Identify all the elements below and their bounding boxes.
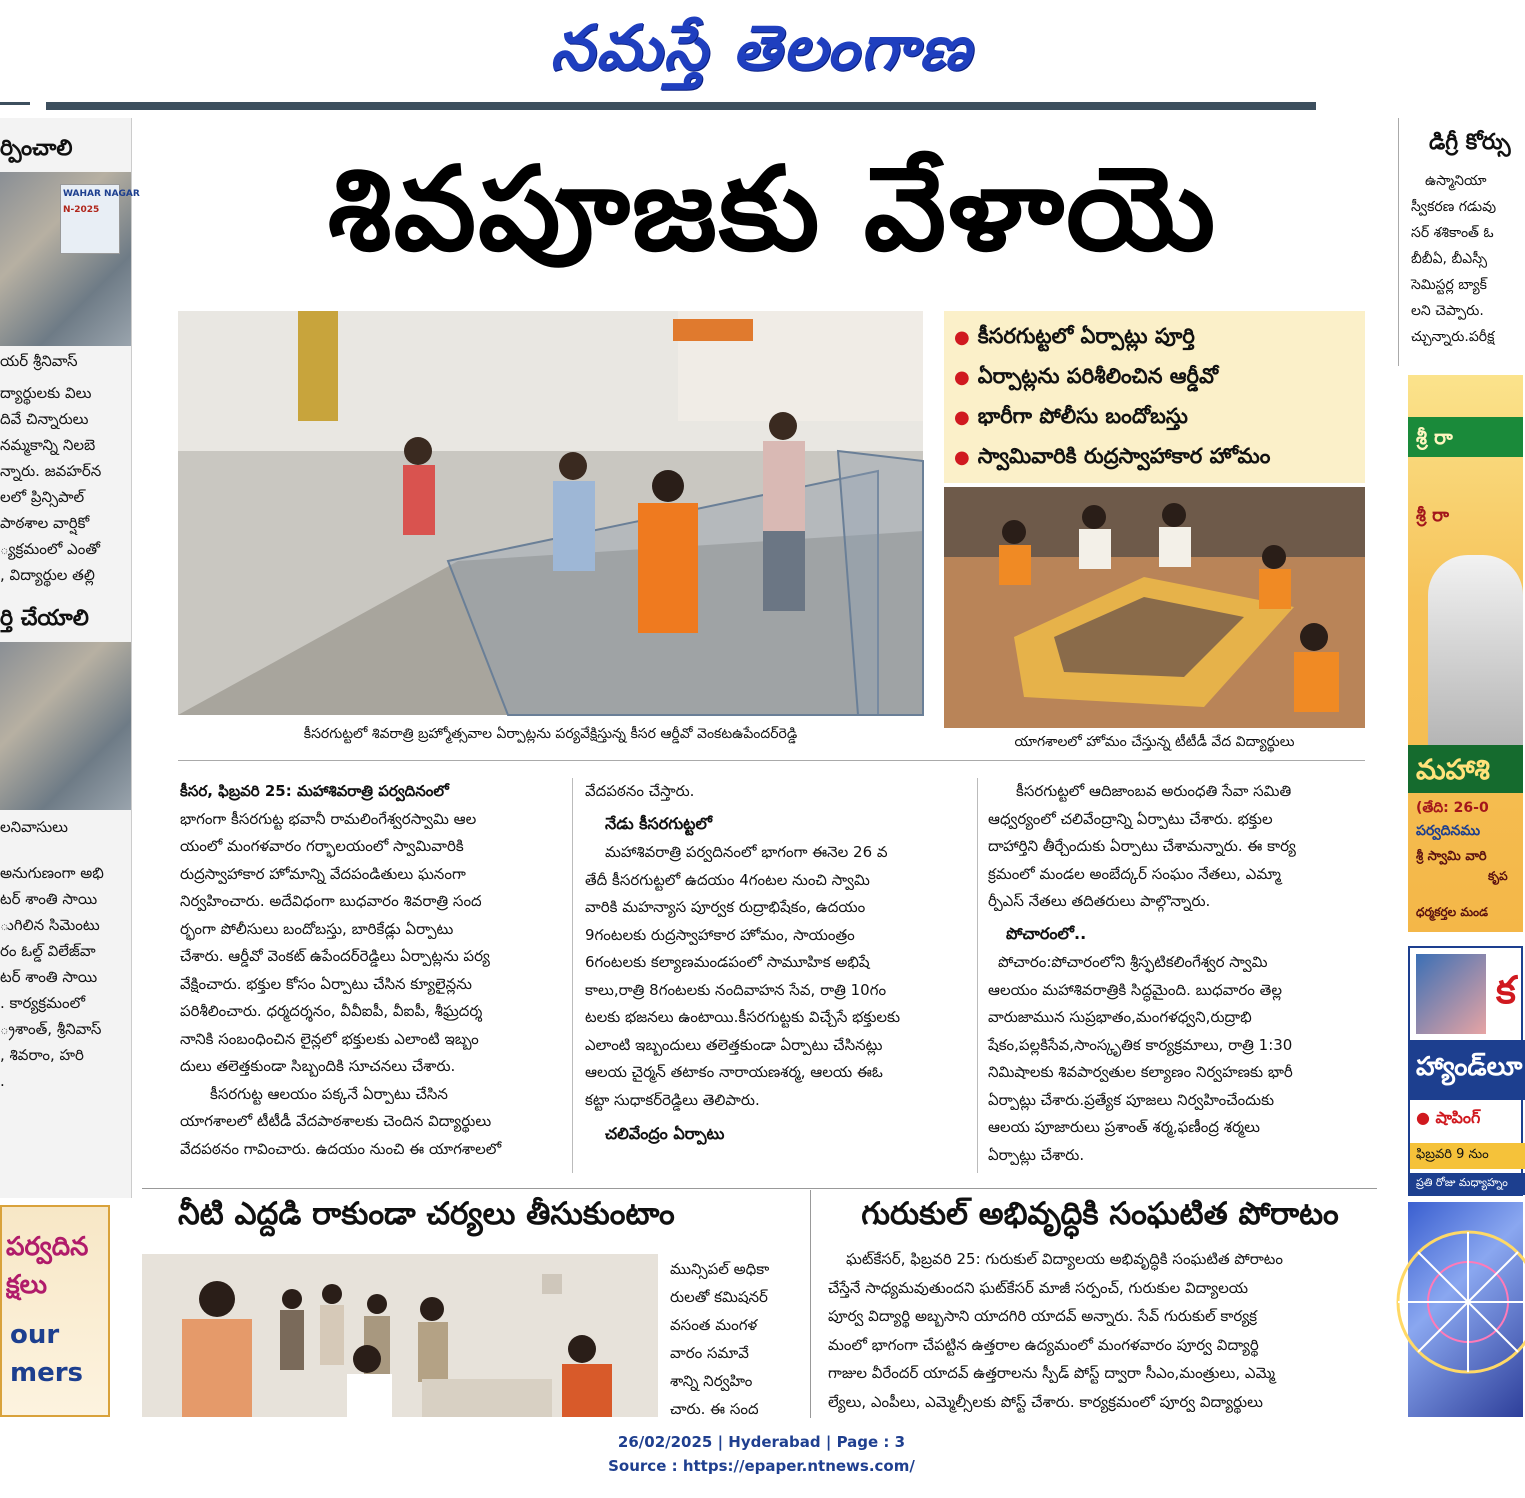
side-photo-homam bbox=[944, 487, 1365, 728]
text-line: ుగిలిన సిమెంటు bbox=[0, 916, 100, 934]
text-line: ఉస్మానియా bbox=[1425, 173, 1487, 189]
text-line: క్రమంలో మండల అంబేద్కర్ సంఘం నేతలు, ఎమ్మా bbox=[988, 864, 1281, 883]
text-line: ఘట్‌కేసర్, ఫిబ్రవరి 25: గురుకుల్ విద్యాలయ అభివృద్ధికి సంఘటిత పోరాటం bbox=[846, 1250, 1283, 1268]
text-line: వారుజామున సుప్రభాతం,మంగళధ్వని,రుద్రాభి bbox=[988, 1008, 1252, 1026]
text-line: అనుగుణంగా అభి bbox=[0, 864, 104, 882]
text-line: పోచారం:పోచారంలోని శ్రీస్ఫటికలింగేశ్వర స్వామి bbox=[998, 953, 1268, 971]
ad-temple-image bbox=[1428, 555, 1523, 745]
text-line: కీసరగుట్టలో ఆదిజాంబవ అరుంధతి సేవా సమితి bbox=[1016, 782, 1292, 800]
text-line: బీబీఏ, బీఎస్సీ bbox=[1411, 251, 1488, 267]
ad2-text-1: క bbox=[1496, 968, 1516, 1012]
main-photo-illustration bbox=[178, 311, 923, 715]
article-column-1 bbox=[180, 778, 560, 1163]
text-line: టలకు భజనలు ఉంటాయి.కీసరగుట్టకు విచ్చేసే భక్తులకు bbox=[585, 1008, 901, 1026]
masthead-rule-left bbox=[0, 102, 30, 105]
column-rule bbox=[572, 778, 573, 1173]
ad-text-8: ధర్మకర్తల మండ bbox=[1416, 905, 1488, 919]
banner-text-2: N-2025 bbox=[63, 205, 100, 215]
text-line: ఏర్పాట్లు చేశారు.ప్రత్యేక పూజలు నిర్వహించేందుకు bbox=[988, 1090, 1275, 1109]
text-line: ్యక్రమంలో ఎంతో bbox=[0, 540, 100, 558]
text-line: ఆలయ చైర్మన్ తటాకం నారాయణశర్మ, ఆలయ ఈఓ bbox=[585, 1063, 883, 1081]
text-line: న్నారు. జవహర్‌న bbox=[0, 462, 102, 480]
column-rule bbox=[977, 778, 978, 1173]
ad-text-6: శ్రీ స్వామి వారి bbox=[1416, 849, 1487, 864]
page-footer bbox=[0, 1430, 1523, 1478]
text-line: దాహార్తిని తీర్చేందుకు ఏర్పాటు చేశామన్నారు. ఈ కార్య bbox=[988, 837, 1296, 855]
right-article-text bbox=[1411, 168, 1523, 350]
text-line: సర్ శశికాంత్ ఓ bbox=[1411, 225, 1494, 241]
text-line: చ్చున్నారు.పరీక్ష bbox=[1411, 329, 1495, 345]
left-column bbox=[0, 118, 140, 1198]
right-article-head: డిగ్రీ కోర్సు bbox=[1429, 130, 1511, 155]
text-line: నమ్మకాన్ని నిలబె bbox=[0, 436, 96, 454]
right-advertisement-fair bbox=[1408, 1202, 1523, 1417]
left-head-2: ర్తి చేయాలి bbox=[0, 606, 89, 631]
ad-text-1: శ్రీ రా bbox=[1416, 425, 1453, 449]
text-line: వేదపఠనం గావించారు. ఉదయం నుంచి ఈ యాగశాలలో bbox=[180, 1139, 502, 1158]
text-line: నిర్వహించారు. అదేవిధంగా బుధవారం శివరాత్రి సంద bbox=[180, 892, 482, 910]
ad2-text-4: ఫిబ్రవరి 9 నుం bbox=[1410, 1143, 1525, 1169]
text-line: సెమిస్టర్ల బ్యాక్ bbox=[1411, 277, 1487, 293]
text-line: కాలు,రాత్రి 8గంటలకు నందివాహన సేవ, రాత్రి 10గం bbox=[585, 980, 887, 999]
masthead bbox=[0, 0, 1523, 100]
left-photo-2 bbox=[0, 642, 131, 810]
text-line: చారు. ఈ సంద bbox=[670, 1400, 759, 1418]
bullet-item: ● కీసరగుట్టలో ఏర్పాట్లు పూర్తి bbox=[954, 317, 1355, 357]
text-line: పరిశీలించారు. ధర్మదర్శనం, వీవీఐపీ, వీఐపీ, శీఘ్రదర్శ bbox=[180, 1002, 483, 1020]
main-photo-caption: కీసరగుట్టలో శివరాత్రి బ్రహ్మోత్సవాల ఏర్పాట్లను పర్యవేక్షిస్తున్న కీసర ఆర్డీవో వెంకటఉపేందర్‌రెడ్డి bbox=[303, 726, 798, 742]
subheading: పోచారంలో.. bbox=[1006, 923, 1087, 943]
text-line: చేస్తేనే సాధ్యమవుతుందని ఘట్‌కేసర్ మాజీ సర్పంచ్, గురుకుల విద్యాలయ bbox=[828, 1278, 1249, 1297]
ad-text-2: శ్రీ రా bbox=[1416, 505, 1450, 526]
masthead-rule bbox=[46, 102, 1316, 110]
text-line: ్రశాంత్, శ్రీనివాస్ bbox=[0, 1020, 102, 1038]
text-line: తేదీ కీసరగుట్టలో ఉదయం 4గంటల నుంచి స్వామి bbox=[585, 870, 870, 889]
bottom-right-text bbox=[828, 1245, 1373, 1416]
ad-text-7: కృప bbox=[1488, 869, 1508, 883]
text-line: వేక్షించారు. భక్తుల కోసం ఏర్పాటు చేసిన క్యూలైన్లను bbox=[180, 974, 472, 993]
bullet-item: ● ఏర్పాట్లను పరిశీలించిన ఆర్డీవో bbox=[954, 357, 1355, 397]
footer-dateline: 26/02/2025 | Hyderabad | Page : 3 bbox=[617, 1433, 906, 1451]
left-photo-1-caption: యర్ శ్రీనివాస్ bbox=[0, 352, 78, 370]
left-advertisement bbox=[0, 1205, 110, 1417]
left-head-1: ర్పించాలి bbox=[0, 136, 73, 161]
bottom-right-headline: గురుకుల్ అభివృద్ధికి సంఘటిత పోరాటం bbox=[861, 1196, 1339, 1232]
text-line: భాగంగా కీసరగుట్ట భవానీ రామలింగేశ్వరస్వామి ఆల bbox=[180, 809, 477, 828]
subheading: నేడు కీసరగుట్టలో bbox=[605, 813, 712, 833]
text-line: ల్యేలు, ఎంపీలు, ఎమ్మెల్సీలకు పోస్ట్ చేశారు. కార్యక్రమంలో పూర్వ విద్యార్థులు bbox=[828, 1392, 1263, 1411]
text-line: . కార్యక్రమంలో bbox=[0, 994, 86, 1012]
ad-text-5: పర్వదినము bbox=[1416, 823, 1481, 839]
bottom-column-rule bbox=[810, 1190, 811, 1418]
right-column-article bbox=[1398, 118, 1523, 366]
text-line: వసంత మంగళ bbox=[670, 1316, 758, 1334]
text-line: చేశారు. ఆర్డీవో వెంకట్ ఉపేందర్‌రెడ్డిలు ఏర్పాట్లను పర్య bbox=[180, 947, 490, 965]
article-column-3 bbox=[988, 778, 1368, 1169]
left-ad-line-4: mers bbox=[10, 1358, 84, 1388]
left-para-1 bbox=[0, 380, 131, 588]
text-line: , శివరాం, హరి bbox=[0, 1046, 84, 1064]
text-line: వేదపఠనం చేస్తారు. bbox=[585, 782, 695, 800]
left-ad-line-3: our bbox=[10, 1320, 60, 1350]
text-line: దివే చిన్నారులు bbox=[0, 410, 89, 428]
newspaper-title: నమస్తే తెలంగాణ bbox=[550, 11, 973, 84]
left-para-2 bbox=[0, 860, 131, 1094]
text-line: యాగశాలలో టీటీడీ వేదపాఠశాలకు చెందిన విద్యార్థులు bbox=[180, 1112, 492, 1130]
text-line: స్వీకరణ గడువు bbox=[1411, 199, 1497, 215]
text-line: కట్టా సుధాకర్‌రెడ్డిలు తెలిపారు. bbox=[585, 1090, 760, 1109]
text-line: మున్సిపల్ అధికా bbox=[670, 1260, 770, 1278]
text-line: రుద్రస్వాహాకార హోమాన్ని వేదపండితులు ఘనంగా bbox=[180, 864, 466, 883]
text-line: కీసర, ఫిబ్రవరి 25: మహాశివరాత్రి పర్వదినంలో bbox=[180, 782, 449, 800]
left-ad-line-1: పర్వదిన bbox=[6, 1232, 89, 1262]
ad-text-3: మహాశి bbox=[1416, 753, 1490, 786]
text-line: పూర్వ విద్యార్థి అబ్బసాని యాదగిరి యాదవ్ అన్నారు. సేవ్ గురుకుల్ కార్యక్ర bbox=[828, 1307, 1258, 1325]
text-line: శాన్ని నిర్వహిం bbox=[670, 1372, 753, 1390]
bottom-left-photo bbox=[142, 1254, 658, 1417]
highlight-bullets bbox=[944, 311, 1365, 483]
bullet-item: ● భారీగా పోలీసు బందోబస్తు bbox=[954, 397, 1355, 437]
text-line: దులు తలెత్తకుండా సిబ్బందికి సూచనలు చేశారు. bbox=[180, 1057, 456, 1075]
text-line: 9గంటలకు రుద్రస్వాహాకార హోమం, సాయంత్రం bbox=[585, 925, 855, 944]
left-ad-line-2: క్షలు bbox=[6, 1270, 48, 1300]
text-line: ఆలయ పూజారులు ప్రశాంత్ శర్మ,ఫణీంద్ర శర్మలు bbox=[988, 1118, 1261, 1136]
subheading: చలివేంద్రం ఏర్పాటు bbox=[605, 1124, 725, 1143]
main-headline: శివపూజకు వేళాయె bbox=[327, 142, 1218, 277]
article-column-2 bbox=[585, 778, 967, 1148]
bottom-left-headline: నీటి ఎద్దడి రాకుండా చర్యలు తీసుకుంటాం bbox=[178, 1196, 675, 1232]
text-line: రం ఓల్డ్ విలేజ్‌వా bbox=[0, 942, 96, 960]
text-line: షేకం,పల్లకిసేవ,సాంస్కృతిక కార్యక్రమాలు, రాత్రి 1:30 bbox=[988, 1035, 1293, 1054]
text-line: నిమిషాలకు శివపార్వతుల కల్యాణం నిర్వహణకు భారీ bbox=[988, 1063, 1293, 1081]
bottom-left-text bbox=[670, 1255, 795, 1423]
text-line: , విద్యార్థుల తల్లి bbox=[0, 566, 95, 584]
text-line: టర్ శాంతి సాయి bbox=[0, 890, 98, 908]
text-line: . bbox=[0, 1072, 5, 1090]
bullet-item: ● స్వామివారికి రుద్రస్వాహాకార హోమం bbox=[954, 437, 1355, 477]
bottom-photo-illustration bbox=[142, 1254, 658, 1417]
text-line: వారం సమావే bbox=[670, 1344, 749, 1362]
left-photo-2-caption: లనివాసులు bbox=[0, 818, 68, 836]
text-line: 6గంటలకు కల్యాణమండపంలో సామూహిక అభిషే bbox=[585, 953, 870, 971]
text-line: గాజుల వీరేందర్ యాదవ్ ఉత్తరాలను స్పీడ్ పోస్ట్ ద్వారా సీఎం,మంత్రులు, ఎమ్మె bbox=[828, 1364, 1275, 1382]
left-photo-1 bbox=[0, 172, 140, 346]
text-line: లలో ప్రిన్సిపాల్ bbox=[0, 488, 85, 506]
text-line: యంలో మంగళవారం గర్భాలయంలో స్వామివారికి bbox=[180, 837, 464, 855]
ad2-text-2: హ్యాండ్‌లూ bbox=[1416, 1052, 1523, 1082]
banner-text-1: WAHAR NAGAR bbox=[63, 189, 140, 199]
text-line: నానికి సంబంధించిన లైన్లలో భక్తులకు ఎలాంటి ఇబ్బం bbox=[180, 1029, 479, 1048]
right-advertisement-handloom bbox=[1408, 946, 1523, 1196]
main-photo bbox=[178, 311, 923, 715]
footer-source-link[interactable]: Source : https://epaper.ntnews.com/ bbox=[608, 1457, 915, 1475]
text-line: మహాశివరాత్రి పర్వదినంలో భాగంగా ఈనెల 26 వ bbox=[605, 843, 888, 861]
text-line: ఏర్పాట్లు చేశారు. bbox=[988, 1145, 1085, 1164]
ad2-text-3: ● షాపింగ్ bbox=[1416, 1108, 1481, 1127]
text-line: ద్యార్థులకు విలు bbox=[0, 384, 92, 402]
right-advertisement-temple bbox=[1408, 375, 1523, 932]
caption-divider bbox=[178, 760, 1365, 761]
text-line: ఆధ్వర్యంలో చలివేంద్రాన్ని ఏర్పాటు చేశారు. భక్తుల bbox=[988, 809, 1273, 828]
school-banner bbox=[60, 184, 140, 254]
text-line: కీసరగుట్ట ఆలయం పక్కనే ఏర్పాటు చేసిన bbox=[210, 1084, 448, 1103]
text-line: ర్భంగా పోలీసులు బందోబస్తు, బారికేడ్లు ఏర్పాటు bbox=[180, 919, 454, 938]
text-line: టర్ శాంతి సాయి bbox=[0, 968, 98, 986]
text-line: లని చెప్పారు. bbox=[1411, 303, 1484, 319]
ad2-text-5: ప్రతి రోజు మధ్యాహ్నం bbox=[1410, 1173, 1525, 1195]
text-line: వారికి మహన్యాస పూర్వక రుద్రాభిషేకం, ఉదయం bbox=[585, 898, 866, 916]
text-line: ఎలాంటి ఇబ్బందులు తలెత్తకుండా ఏర్పాటు చేసినట్లు bbox=[585, 1035, 883, 1054]
text-line: ఆలయం మహాశివరాత్రికి సిద్ధమైంది. బుధవారం తెల్ల bbox=[988, 980, 1282, 999]
text-line: ర్పీఎస్ నేతలు తదితరులు పాల్గొన్నారు. bbox=[988, 892, 1211, 910]
side-photo-illustration bbox=[944, 487, 1365, 728]
text-line: రులతో కమిషనర్ bbox=[670, 1288, 768, 1306]
ad-text-4: (తేది: 26-0 bbox=[1416, 800, 1489, 816]
side-photo-caption: యాగశాలలో హోమం చేస్తున్న టీటీడీ వేద విద్యార్థులు bbox=[1014, 734, 1295, 750]
ferris-wheel-image bbox=[1408, 1202, 1523, 1417]
ad2-image bbox=[1416, 954, 1486, 1034]
text-line: మంలో భాగంగా చేపట్టిన ఉత్తరాల ఉద్యమంలో మంగళవారం పూర్వ విద్యార్థి bbox=[828, 1335, 1259, 1354]
section-divider bbox=[142, 1188, 1377, 1189]
text-line: పాఠశాల వార్షికో bbox=[0, 514, 90, 532]
